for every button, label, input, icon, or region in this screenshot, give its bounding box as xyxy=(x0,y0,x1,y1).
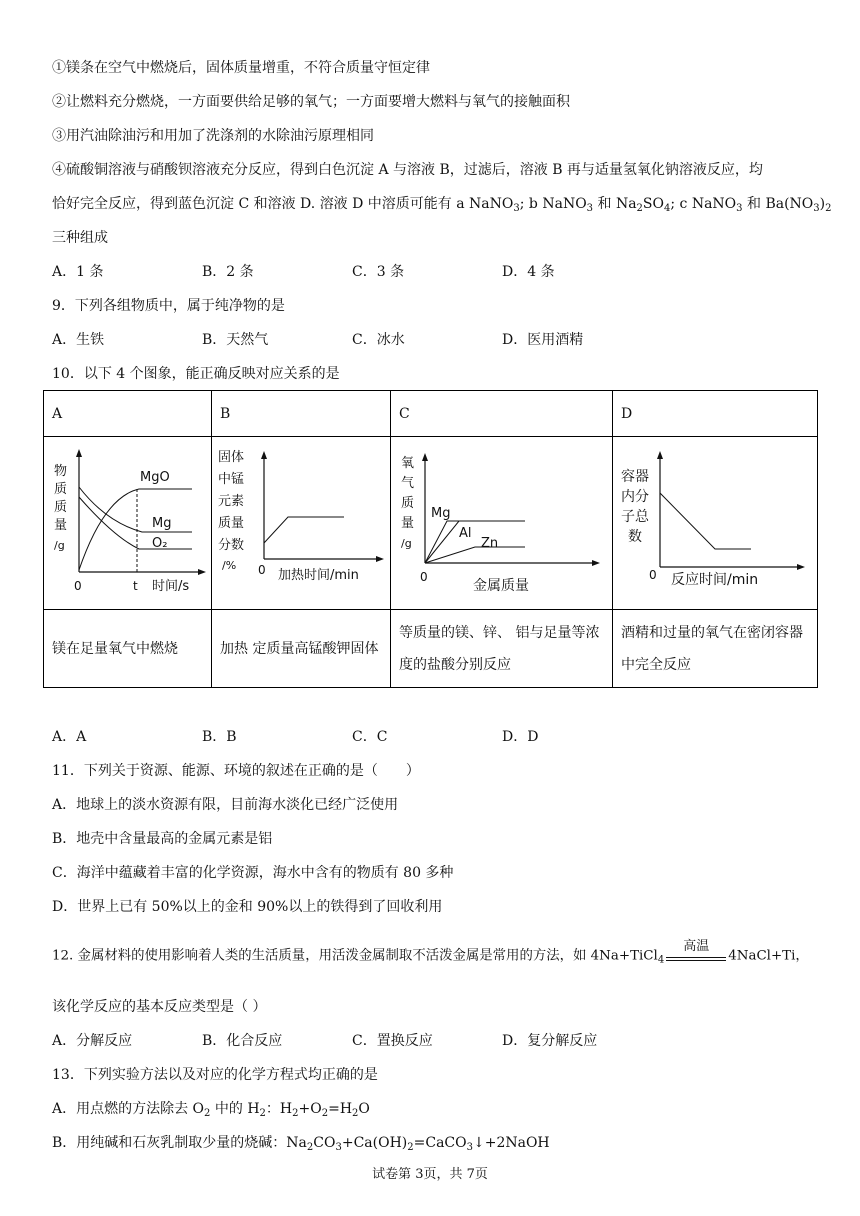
q10-option-c[interactable]: C．C xyxy=(352,729,388,745)
q12-options xyxy=(52,1031,652,1051)
q9-stem: 9．下列各组物质中，属于纯净物的是 xyxy=(52,298,285,314)
graph-d-y-arrow xyxy=(657,451,663,459)
graph-a-label-mgo: MgO xyxy=(140,470,170,485)
graph-c-ylabel-2: 气 xyxy=(401,476,415,491)
graph-d-x-arrow xyxy=(797,564,805,570)
graph-d-ylabel-2: 内分 xyxy=(621,489,649,505)
graph-a-ylabel-2: 质 xyxy=(54,482,68,497)
graph-a-cell xyxy=(44,437,212,610)
graph-b-ylabel-6: /% xyxy=(222,559,237,572)
caption-b: 加热 定质量高锰酸钾固体 xyxy=(212,610,391,688)
header-c: C xyxy=(391,391,613,437)
graph-c-xlabel: 金属质量 xyxy=(473,578,529,594)
graph-b-origin: 0 xyxy=(258,563,266,577)
q10-option-b[interactable]: B．B xyxy=(202,729,237,745)
graph-b-cell xyxy=(212,437,391,610)
graph-a-xlabel: 时间/s xyxy=(152,579,190,594)
graph-c-y-arrow xyxy=(422,453,428,461)
caption-c: 等质量的镁、锌、 铝与足量等浓度的盐酸分别反应 xyxy=(391,610,613,688)
q12-option-b[interactable]: B．化合反应 xyxy=(202,1033,283,1049)
graph-c-ylabel-3: 质 xyxy=(401,496,415,511)
graph-d xyxy=(613,437,818,605)
graph-c-ylabel-4: 量 xyxy=(401,516,415,531)
graph-d-origin: 0 xyxy=(649,568,657,582)
header-a: A xyxy=(44,391,212,437)
graph-b-ylabel-1: 固体 xyxy=(218,450,245,465)
graph-a-origin: 0 xyxy=(74,579,82,593)
graph-c-curve-mg xyxy=(425,521,525,563)
q12-stem-line-1: 12. 金属材料的使用影响着人类的生活质量，用活泼金属制取不活泼金属是常用的方法，如 4Na+TiCl$_4$ 高温 4NaCl+Ti， xyxy=(52,939,809,966)
q10-option-d[interactable]: D．D xyxy=(502,729,539,745)
graph-a-ylabel-5: /g xyxy=(54,539,65,552)
graph-c-ylabel-5: /g xyxy=(401,537,412,550)
graph-c-origin: 0 xyxy=(420,570,428,584)
graph-b-ylabel-5: 分数 xyxy=(218,538,245,553)
graph-b xyxy=(212,437,391,605)
reaction-arrow xyxy=(664,939,728,966)
q11-option-b[interactable]: B．地壳中含量最高的金属元素是铝 xyxy=(52,831,273,847)
graph-c-curve-zn xyxy=(425,547,525,563)
q8-option-b[interactable]: B．2 条 xyxy=(202,264,254,280)
graph-d-ylabel-3: 子总 xyxy=(621,509,649,525)
q10-option-a[interactable]: A．A xyxy=(52,729,87,745)
graph-c xyxy=(391,437,613,605)
q9-option-d[interactable]: D．医用酒精 xyxy=(502,332,584,348)
graph-a-curve-mg xyxy=(79,487,192,532)
caption-a: 镁在足量氧气中燃烧 xyxy=(44,610,212,688)
graph-a-curve-o2 xyxy=(79,497,192,549)
q10-options xyxy=(52,727,652,747)
graph-a-label-o2: O₂ xyxy=(152,536,168,551)
q12-option-d[interactable]: D．复分解反应 xyxy=(502,1033,598,1049)
graph-a-ylabel-4: 量 xyxy=(54,518,68,533)
graph-b-y-arrow xyxy=(261,451,267,459)
graph-a-ylabel-3: 质 xyxy=(54,500,68,515)
graph-c-x-arrow xyxy=(592,560,600,566)
statement-3: ③用汽油除油污和用加了洗涤剂的水除油污原理相同 xyxy=(52,128,374,144)
statement-4-line-3: 三种组成 xyxy=(52,230,108,246)
statement-4-line-2: 恰好完全反应，得到蓝色沉淀 C 和溶液 D. 溶液 D 中溶质可能有 a NaNO$_3$; b NaNO$_3$ 和 $Na_2SO_4$; c NaNO$_3$ 和 $Ba(NO_3)_2$ xyxy=(52,196,832,214)
q10-graph-table xyxy=(43,390,818,688)
q11-option-c[interactable]: C．海洋中蕴藏着丰富的化学资源，海水中含有的物质有 80 多种 xyxy=(52,865,454,881)
q13-option-a[interactable]: A．用点燃的方法除去 $O_2$ 中的 $H_2$：$H_2+O_2=H_2O$ xyxy=(52,1101,370,1119)
q12-stem-line-2: 该化学反应的基本反应类型是（ ） xyxy=(52,999,267,1015)
q10-stem: 10．以下 4 个图象，能正确反映对应关系的是 xyxy=(52,366,340,382)
graph-b-curve xyxy=(264,517,344,543)
graph-a-label-mg: Mg xyxy=(152,516,172,531)
graph-b-xlabel: 加热时间/min xyxy=(278,568,359,583)
header-d: D xyxy=(613,391,818,437)
q9-options xyxy=(52,330,652,350)
q11-option-a[interactable]: A．地球上的淡水资源有限，目前海水淡化已经广泛使用 xyxy=(52,797,399,813)
graph-b-ylabel-3: 元素 xyxy=(218,494,245,509)
graph-a-x-arrow xyxy=(198,569,206,575)
graph-a xyxy=(44,437,212,605)
graph-b-ylabel-4: 质量 xyxy=(218,516,245,531)
graph-c-ylabel-1: 氧 xyxy=(401,456,415,471)
graph-d-ylabel-1: 容器 xyxy=(621,469,649,485)
q11-stem: 11．下列关于资源、能源、环境的叙述在正确的是（ ） xyxy=(52,763,420,779)
q12-option-c[interactable]: C．置换反应 xyxy=(352,1033,433,1049)
q12-option-a[interactable]: A．分解反应 xyxy=(52,1033,133,1049)
graph-d-cell xyxy=(613,437,818,610)
graph-a-y-arrow xyxy=(76,449,82,457)
graph-c-cell xyxy=(391,437,613,610)
graph-c-label-al: Al xyxy=(459,526,472,541)
q13-option-b[interactable]: B．用纯碱和石灰乳制取少量的烧碱：$Na_2CO_3+Ca(OH)_2=CaCO_3↓+2NaOH$ xyxy=(52,1135,550,1153)
graph-a-t-label: t xyxy=(133,579,138,593)
graph-b-x-arrow xyxy=(376,556,384,562)
q8-option-a[interactable]: A．1 条 xyxy=(52,264,104,280)
graph-c-label-mg: Mg xyxy=(431,506,451,521)
q9-option-c[interactable]: C．冰水 xyxy=(352,332,405,348)
q11-option-d[interactable]: D．世界上已有 50%以上的金和 90%以上的铁得到了回收利用 xyxy=(52,899,443,915)
graph-d-curve xyxy=(660,493,751,549)
page-footer: 试卷第 3页，共 7页 xyxy=(372,1167,488,1182)
q8-option-d[interactable]: D．4 条 xyxy=(502,264,555,280)
statement-4-line-1: ④硫酸铜溶液与硝酸钡溶液充分反应，得到白色沉淀 A 与溶液 B，过滤后，溶液 B 再与适量氢氧化钠溶液反应，均 xyxy=(52,162,763,178)
q9-option-b[interactable]: B．天然气 xyxy=(202,332,269,348)
graph-b-ylabel-2: 中锰 xyxy=(218,472,245,487)
graph-a-ylabel-1: 物 xyxy=(54,464,68,479)
statement-2: ②让燃料充分燃烧，一方面要供给足够的氧气；一方面要增大燃料与氧气的接触面积 xyxy=(52,94,570,110)
graph-d-xlabel: 反应时间/min xyxy=(671,572,759,588)
q8-options xyxy=(52,262,652,282)
graph-d-ylabel-4: 数 xyxy=(628,529,642,545)
caption-d: 酒精和过量的氧气在密闭容器中完全反应 xyxy=(613,610,818,688)
statement-1: ①镁条在空气中燃烧后，固体质量增重，不符合质量守恒定律 xyxy=(52,60,430,76)
graph-c-label-zn: Zn xyxy=(481,536,499,551)
q13-stem: 13．下列实验方法以及对应的化学方程式均正确的是 xyxy=(52,1067,378,1083)
header-b: B xyxy=(212,391,391,437)
q9-option-a[interactable]: A．生铁 xyxy=(52,332,105,348)
q8-option-c[interactable]: C．3 条 xyxy=(352,264,405,280)
reaction-condition: 高温 xyxy=(683,939,710,954)
